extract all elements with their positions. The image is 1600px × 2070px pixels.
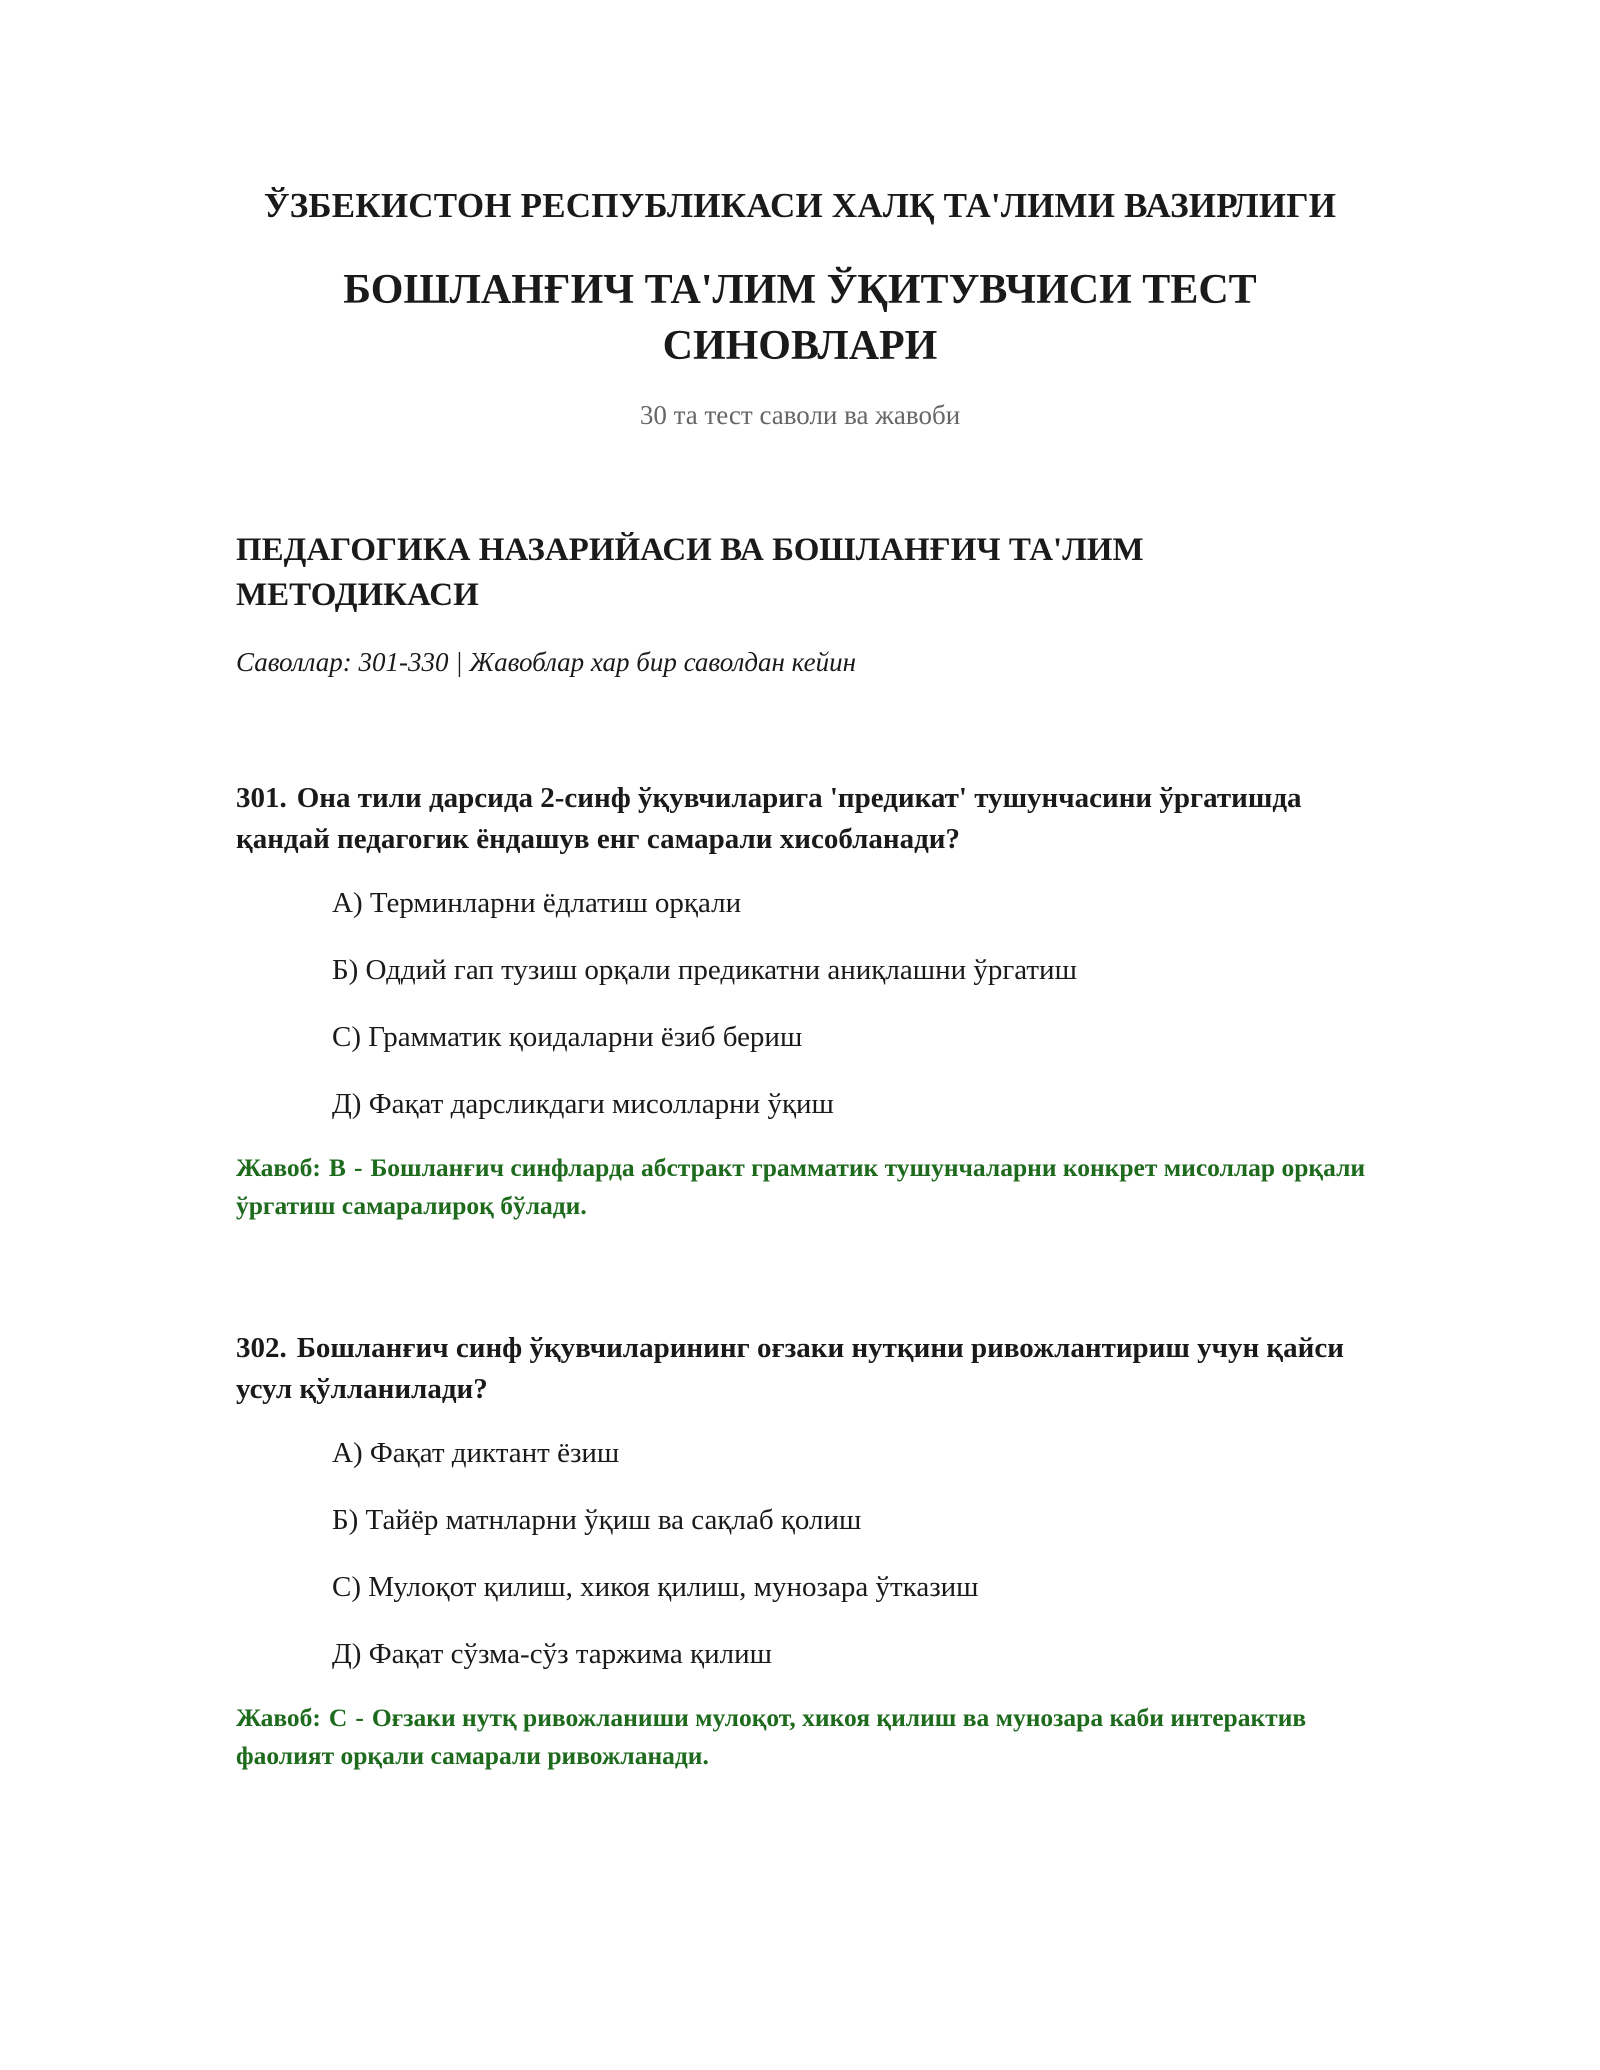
ministry-heading: ЎЗБЕКИСТОН РЕСПУБЛИКАСИ ХАЛҚ ТА'ЛИМИ ВАЗИРЛИГИ [263, 186, 1337, 225]
section-title: ПЕДАГОГИКА НАЗАРИЙАСИ ВА БОШЛАНҒИЧ ТА'ЛИМ МЕТОДИКАСИ [236, 532, 1144, 613]
question-number: 301. [236, 782, 287, 814]
answer-letter: В [328, 1153, 346, 1182]
section-meta: Саволлар: 301-330 | Жавоблар хар бир саволдан кейин [236, 647, 857, 677]
options-list [236, 886, 1366, 1121]
option-c: С) Мулоқот қилиш, хикоя қилиш, мунозара ўтказиш [332, 1571, 979, 1603]
option-b: Б) Оддий гап тузиш орқали предикатни аниқлашни ўргатиш [332, 954, 1077, 986]
question-text [236, 1328, 1366, 1410]
answer-text: Оғзаки нутқ ривожланиши мулоқот, хикоя қилиш ва мунозара каби интерактив фаолият орқали самарали ривожланади. [236, 1703, 1307, 1770]
answer [236, 1699, 1366, 1775]
question-body: Бошланғич синф ўқувчиларининг оғзаки нутқини ривожлантириш учун қайси усул қўлланилади? [236, 1332, 1344, 1405]
options-list [236, 1436, 1366, 1671]
answer-label: Жавоб: [236, 1703, 321, 1732]
question-body: Она тили дарсида 2-синф ўқувчиларига 'предикат' тушунчасини ўргатишда қандай педагогик ёндашув енг самарали хисобланади? [236, 782, 1302, 855]
question-302 [236, 1328, 1366, 1775]
option-c: С) Грамматик қоидаларни ёзиб бериш [332, 1021, 803, 1053]
option-d: Д) Фақат дарсликдаги мисолларни ўқиш [332, 1088, 834, 1120]
document-title: БОШЛАНҒИЧ ТА'ЛИМ ЎҚИТУВЧИСИ ТЕСТ СИНОВЛАРИ [343, 267, 1257, 369]
question-number: 302. [236, 1332, 287, 1364]
document-subtitle: 30 та тест саволи ва жавоби [639, 400, 961, 430]
answer-separator: - [355, 1703, 364, 1732]
answer [236, 1149, 1366, 1225]
question-301 [236, 778, 1366, 1225]
question-text [236, 778, 1366, 860]
answer-label: Жавоб: [236, 1153, 321, 1182]
answer-letter: С [328, 1703, 348, 1732]
option-a: А) Фақат диктант ёзиш [332, 1437, 620, 1469]
option-a: А) Терминларни ёдлатиш орқали [332, 887, 742, 919]
answer-text: Бошланғич синфларда абстракт грамматик тушунчаларни конкрет мисоллар орқали ўргатиш самаралироқ бўлади. [236, 1153, 1366, 1220]
answer-separator: - [353, 1153, 363, 1182]
option-b: Б) Тайёр матнларни ўқиш ва сақлаб қолиш [332, 1504, 862, 1536]
option-d: Д) Фақат сўзма-сўз таржима қилиш [332, 1638, 772, 1670]
